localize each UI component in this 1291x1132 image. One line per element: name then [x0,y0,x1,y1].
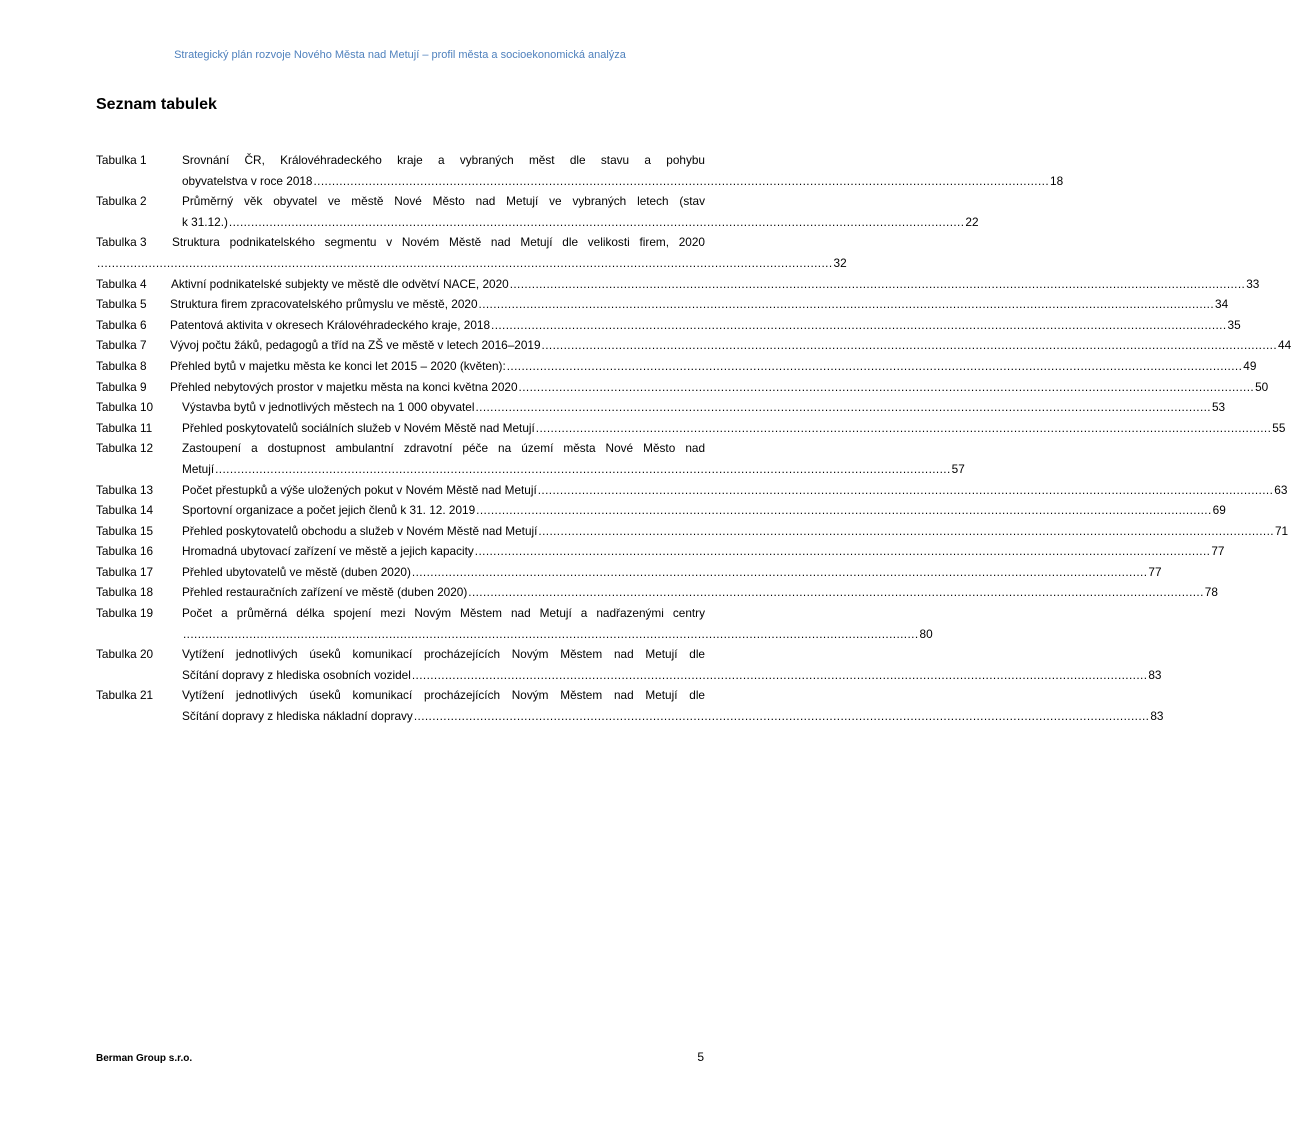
toc-entry-title-line: Metují [182,461,215,476]
toc-entry-label: Tabulka 19 [96,606,154,621]
toc-entry-label: Tabulka 7 [96,338,147,353]
leader-dots [479,294,1215,315]
leader-dots [215,459,951,480]
toc-entry[interactable] [96,232,705,253]
leader-dots [542,335,1278,356]
toc-entry-title-line: Počet a průměrná délka spojení mezi Novým Městem nad Metují a nadřazenými centry [182,606,705,621]
page-number: 5 [697,1050,704,1064]
toc-entry-label: Tabulka 3 [96,235,147,250]
toc-entry-title-line: Průměrný věk obyvatel ve městě Nové Město nad Metují ve vybraných letech (stav [182,194,705,209]
leader-dots [475,397,1211,418]
toc-entry-text [182,191,979,232]
footer-company: Berman Group s.r.o. [96,1053,193,1064]
toc-entry-page: 22 [965,214,979,229]
toc-entry-text [170,335,1291,356]
toc-entry-text [171,274,1260,295]
leader-dots [412,665,1148,686]
toc-entry-label: Tabulka 2 [96,194,147,209]
toc-entry-title-line: Vytížení jednotlivých úseků komunikací procházejících Novým Městem nad Metují dle [182,647,705,662]
toc-entry-page: 71 [1274,523,1289,538]
toc-entry-title-line: Struktura podnikatelského segmentu v Novém Městě nad Metují dle velikosti firem, 2020 [172,235,705,250]
toc-entry-text [182,603,933,644]
leader-dots [468,582,1204,603]
toc-entry-page: 77 [1148,564,1162,579]
toc-entry-label: Tabulka 18 [96,585,154,600]
toc-entry-text [182,541,1225,562]
toc-entry-title-line: Přehled restauračních zařízení ve městě (duben 2020) [182,585,468,600]
toc-entry-page: 63 [1274,482,1288,497]
leader-dots [507,356,1243,377]
toc-entry-label: Tabulka 20 [96,647,154,662]
toc-entry-page: 34 [1215,297,1229,312]
toc-entry[interactable] [96,582,1218,603]
toc-entry-page: 33 [1246,276,1260,291]
toc-entry-label: Tabulka 8 [96,358,147,373]
toc-entry-page: 83 [1150,709,1164,724]
toc-entry-page: 49 [1243,358,1257,373]
toc-entry-page: 35 [1227,317,1241,332]
toc-entry[interactable] [96,521,1289,542]
toc-entry-title-line: Přehled poskytovatelů sociálních služeb v Novém Městě nad Metují [182,420,535,435]
toc-entry[interactable] [96,644,1162,685]
toc-entry-title-line: Patentová aktivita v okresech Královéhradeckého kraje, 2018 [170,317,491,332]
toc-entry-page: 18 [1050,173,1064,188]
toc-entry[interactable] [96,397,1226,418]
toc-entry-title-line: Počet přestupků a výše uložených pokut v Novém Městě nad Metují [182,482,537,497]
toc-entry-page: 50 [1255,379,1269,394]
toc-entry-page: 77 [1211,544,1225,559]
toc-entry-continuation [96,253,847,274]
toc-entry-label: Tabulka 1 [96,153,147,167]
toc-entry-label: Tabulka 14 [96,503,154,518]
toc-entry[interactable] [96,315,1241,336]
toc-entry-label: Tabulka 15 [96,523,154,538]
toc-entry-title-line: Přehled bytů v majetku města ke konci let 2015 – 2020 (květen): [170,358,506,373]
leader-dots [476,500,1212,521]
toc-entry-label: Tabulka 5 [96,297,147,312]
toc-entry[interactable] [96,438,965,479]
toc-entry-text [182,521,1289,542]
toc-entry-text [182,644,1162,685]
toc-entry-page: 57 [951,461,965,476]
leader-dots [97,253,833,274]
toc-entry[interactable] [96,685,1164,726]
toc-entry[interactable] [96,274,1260,295]
toc-entry-title-line: Sčítání dopravy z hlediska osobních vozidel [182,667,411,682]
toc-entry[interactable] [96,191,979,232]
toc-entry-title-line: Vývoj počtu žáků, pedagogů a tříd na ZŠ ve městě v letech 2016–2019 [170,338,541,353]
toc-entry-label: Tabulka 21 [96,688,154,703]
toc-entry-label: Tabulka 10 [96,400,154,415]
toc-entry-text [170,377,1269,398]
toc-entry-page: 83 [1148,667,1162,682]
toc-entry-page: 32 [833,255,847,270]
toc-entry-label: Tabulka 17 [96,564,154,579]
toc-entry-label: Tabulka 4 [96,276,147,291]
toc-entry-title-line: Přehled poskytovatelů obchodu a služeb v Novém Městě nad Metují [182,523,538,538]
toc-entry-title-line: Aktivní podnikatelské subjekty ve městě dle odvětví NACE, 2020 [171,276,509,291]
toc-entry-title-line: Přehled nebytových prostor v majetku města na konci května 2020 [170,379,518,394]
toc-entry-page: 78 [1204,585,1218,600]
toc-entry-title-line: Struktura firem zpracovatelského průmyslu ve městě, 2020 [170,297,478,312]
toc-entry-title-line: Výstavba bytů v jednotlivých městech na 1 000 obyvatel [182,400,475,415]
toc-entry-title-line: Sčítání dopravy z hlediska nákladní dopravy [182,709,413,724]
toc-entry-text [172,232,705,253]
leader-dots [314,171,1050,192]
leader-dots [510,274,1246,295]
toc-entry-label: Tabulka 16 [96,544,154,559]
toc-entry[interactable] [96,562,1162,583]
toc-entry[interactable] [96,377,1269,398]
leader-dots [491,315,1227,336]
leader-dots [538,480,1274,501]
running-header: Strategický plán rozvoje Nového Města nad Metují – profil města a socioekonomická analýza [174,49,626,61]
toc-entry-text [182,582,1218,603]
leader-dots [519,377,1255,398]
leader-dots [183,624,919,645]
leader-dots [536,418,1272,439]
toc-entry-text [182,150,1064,191]
toc-entry[interactable] [96,541,1225,562]
toc-entry[interactable] [96,603,933,644]
toc-entry-page: 53 [1211,400,1226,415]
toc-entry-label: Tabulka 12 [96,441,154,456]
toc-entry[interactable] [96,356,1257,377]
toc-entry-page: 55 [1272,420,1286,435]
toc-entry-text [182,562,1162,583]
toc-entry-title-line: Srovnání ČR, Královéhradeckého kraje a vybraných měst dle stavu a pohybu [182,153,705,167]
toc-entry[interactable] [96,294,1229,315]
toc-entry-title-line: k 31.12.) [182,214,228,229]
table-list [96,150,1291,727]
toc-entry-text [182,685,1164,726]
toc-entry-text [170,315,1241,336]
toc-entry-text [182,500,1226,521]
toc-entry[interactable] [96,480,1288,501]
leader-dots [538,521,1274,542]
leader-dots [412,562,1148,583]
toc-entry-label: Tabulka 13 [96,482,154,497]
toc-entry-page: 69 [1212,503,1226,518]
toc-entry-text [170,356,1257,377]
toc-entry-page: 80 [919,626,933,641]
toc-entry-label: Tabulka 9 [96,379,147,394]
toc-entry-title-line: Sportovní organizace a počet jejich členů k 31. 12. 2019 [182,503,476,518]
leader-dots [414,706,1150,727]
leader-dots [229,212,965,233]
toc-entry-text [182,480,1288,501]
toc-entry[interactable] [96,335,1291,356]
page-title: Seznam tabulek [96,96,217,113]
toc-entry-text [182,438,965,479]
toc-entry-text [182,418,1286,439]
toc-entry-label: Tabulka 11 [96,420,153,435]
toc-entry-text [182,397,1226,418]
toc-entry-label: Tabulka 6 [96,317,147,332]
leader-dots [475,541,1211,562]
toc-entry[interactable] [96,150,1064,191]
toc-entry-title-line: obyvatelstva v roce 2018 [182,173,313,188]
toc-entry-title-line: Přehled ubytovatelů ve městě (duben 2020) [182,564,411,579]
toc-entry-text [170,294,1229,315]
toc-entry-title-line: Vytížení jednotlivých úseků komunikací procházejících Novým Městem nad Metují dle [182,688,705,703]
toc-entry[interactable] [96,500,1226,521]
toc-entry-title-line: Zastoupení a dostupnost ambulantní zdravotní péče na území města Nové Město nad [182,441,705,456]
toc-entry[interactable] [96,418,1286,439]
toc-entry-title-line: Hromadná ubytovací zařízení ve městě a jejich kapacity [182,544,474,559]
toc-entry-page: 44 [1278,338,1291,353]
